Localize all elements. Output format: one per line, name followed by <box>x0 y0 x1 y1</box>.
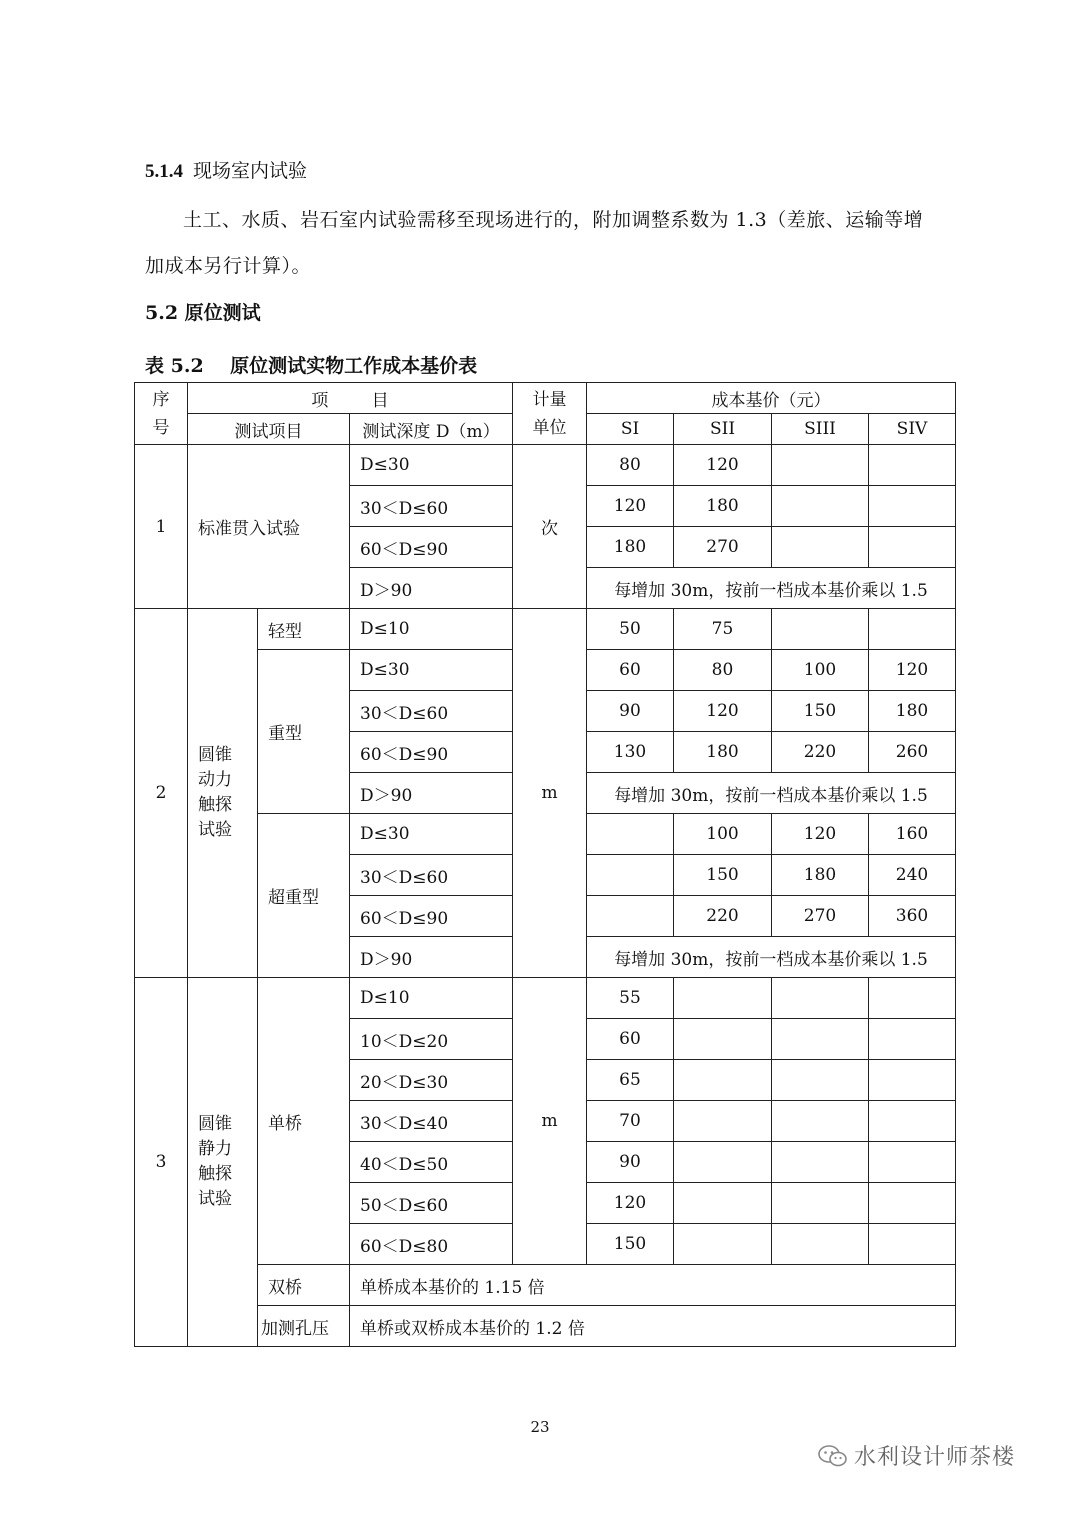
depth-cell: 10＜D≤20 <box>350 1019 513 1060</box>
price-cell <box>674 978 772 1019</box>
price-cell: 260 <box>869 732 956 773</box>
page-number: 23 <box>530 1418 550 1436</box>
subtype-cell: 重型 <box>258 650 350 814</box>
depth-cell: D＞90 <box>350 937 513 978</box>
section-5-1-4-heading <box>145 156 307 183</box>
depth-cell: 60＜D≤80 <box>350 1224 513 1265</box>
price-cell <box>772 527 869 568</box>
price-cell: 75 <box>674 609 772 650</box>
price-cell <box>674 1224 772 1265</box>
price-cell <box>772 1183 869 1224</box>
table-row <box>135 1306 956 1347</box>
depth-cell: 50＜D≤60 <box>350 1183 513 1224</box>
table-row <box>135 445 956 486</box>
price-cell <box>772 609 869 650</box>
price-cell <box>772 978 869 1019</box>
header-test-item: 测试项目 <box>188 414 350 445</box>
header-s1: SI <box>587 414 674 445</box>
price-cell <box>674 1101 772 1142</box>
unit-cell: m <box>513 609 587 978</box>
depth-cell: D≤10 <box>350 609 513 650</box>
depth-cell: 40＜D≤50 <box>350 1142 513 1183</box>
price-cell: 130 <box>587 732 674 773</box>
depth-cell: 30＜D≤60 <box>350 486 513 527</box>
price-cell <box>869 1019 956 1060</box>
header-depth: 测试深度 D（m） <box>350 414 513 445</box>
note-cell: 单桥成本基价的 1.15 倍 <box>350 1265 956 1306</box>
test-name-cell: 标准贯入试验 <box>188 445 350 609</box>
price-cell: 180 <box>674 486 772 527</box>
price-cell <box>869 527 956 568</box>
depth-cell: D＞90 <box>350 773 513 814</box>
price-cell <box>587 855 674 896</box>
price-cell <box>772 445 869 486</box>
price-cell <box>772 1224 869 1265</box>
price-cell: 90 <box>587 1142 674 1183</box>
wechat-icon <box>818 1445 848 1467</box>
price-cell: 60 <box>587 1019 674 1060</box>
price-cell: 150 <box>587 1224 674 1265</box>
depth-cell: 30＜D≤60 <box>350 691 513 732</box>
unit-cell: m <box>513 978 587 1265</box>
price-cell: 180 <box>772 855 869 896</box>
price-cell: 50 <box>587 609 674 650</box>
header-row-1 <box>135 383 956 414</box>
header-s3: SIII <box>772 414 869 445</box>
price-cell: 180 <box>674 732 772 773</box>
header-s2: SII <box>674 414 772 445</box>
seq-cell: 1 <box>135 445 188 609</box>
price-cell: 220 <box>772 732 869 773</box>
price-cell: 90 <box>587 691 674 732</box>
price-cell: 360 <box>869 896 956 937</box>
note-cell: 每增加 30m，按前一档成本基价乘以 1.5 <box>587 568 956 609</box>
seq-cell: 3 <box>135 978 188 1347</box>
price-cell <box>587 814 674 855</box>
price-cell <box>869 445 956 486</box>
test-name-cell: 圆锥动力触探试验 <box>188 609 258 978</box>
price-cell: 100 <box>674 814 772 855</box>
price-cell: 160 <box>869 814 956 855</box>
price-cell <box>869 1060 956 1101</box>
table-caption: 表 5.2 原位测试实物工作成本基价表 <box>145 355 478 377</box>
price-cell: 65 <box>587 1060 674 1101</box>
table-row <box>135 1265 956 1306</box>
price-cell: 120 <box>587 1183 674 1224</box>
seq-cell: 2 <box>135 609 188 978</box>
price-cell: 120 <box>587 486 674 527</box>
depth-cell: D≤30 <box>350 814 513 855</box>
price-cell: 220 <box>674 896 772 937</box>
price-cell: 70 <box>587 1101 674 1142</box>
section-5-2-heading: 5.2 原位测试 <box>145 302 261 324</box>
depth-cell: 60＜D≤90 <box>350 527 513 568</box>
section-title: 现场室内试验 <box>193 160 308 182</box>
table-row <box>135 978 956 1019</box>
depth-cell: 60＜D≤90 <box>350 896 513 937</box>
price-cell: 120 <box>772 814 869 855</box>
section-number: 5.1.4 <box>145 161 183 182</box>
price-cell <box>869 1224 956 1265</box>
price-cell: 80 <box>674 650 772 691</box>
price-cell <box>772 1019 869 1060</box>
price-cell: 100 <box>772 650 869 691</box>
header-seq: 序号 <box>135 383 188 445</box>
subtype-cell: 加测孔压 <box>258 1306 350 1347</box>
price-cell: 270 <box>772 896 869 937</box>
depth-cell: 30＜D≤60 <box>350 855 513 896</box>
price-cell <box>869 1142 956 1183</box>
table-row <box>135 609 956 650</box>
subtype-cell: 超重型 <box>258 814 350 978</box>
price-cell <box>772 1060 869 1101</box>
price-cell: 150 <box>772 691 869 732</box>
subtype-cell: 轻型 <box>258 609 350 650</box>
price-cell <box>674 1183 772 1224</box>
price-cell <box>869 1101 956 1142</box>
price-cell <box>869 486 956 527</box>
price-cell <box>587 896 674 937</box>
price-cell: 180 <box>869 691 956 732</box>
subtype-cell: 双桥 <box>258 1265 350 1306</box>
depth-cell: D≤10 <box>350 978 513 1019</box>
depth-cell: 60＜D≤90 <box>350 732 513 773</box>
price-cell <box>674 1142 772 1183</box>
price-cell: 55 <box>587 978 674 1019</box>
price-cell: 150 <box>674 855 772 896</box>
price-cell <box>674 1019 772 1060</box>
price-cell: 120 <box>869 650 956 691</box>
note-cell: 每增加 30m，按前一档成本基价乘以 1.5 <box>587 773 956 814</box>
price-cell: 180 <box>587 527 674 568</box>
depth-cell: D＞90 <box>350 568 513 609</box>
cost-table <box>134 382 956 1347</box>
unit-cell: 次 <box>513 445 587 609</box>
test-name-cell: 圆锥静力触探试验 <box>188 978 258 1347</box>
price-cell: 80 <box>587 445 674 486</box>
note-cell: 单桥或双桥成本基价的 1.2 倍 <box>350 1306 956 1347</box>
price-cell: 270 <box>674 527 772 568</box>
depth-cell: 20＜D≤30 <box>350 1060 513 1101</box>
price-cell <box>869 978 956 1019</box>
price-cell <box>869 1183 956 1224</box>
price-cell: 240 <box>869 855 956 896</box>
price-cell <box>869 609 956 650</box>
header-s4: SIV <box>869 414 956 445</box>
subtype-cell: 单桥 <box>258 978 350 1265</box>
price-cell: 60 <box>587 650 674 691</box>
depth-cell: 30＜D≤40 <box>350 1101 513 1142</box>
depth-cell: D≤30 <box>350 445 513 486</box>
watermark-text: 水利设计师茶楼 <box>854 1445 1016 1470</box>
price-cell <box>772 1142 869 1183</box>
body-paragraph: 土工、水质、岩石室内试验需移至现场进行的，附加调整系数为 1.3（差旅、运输等增加成本另行计算）。 <box>145 209 924 277</box>
header-price: 成本基价（元） <box>587 383 956 414</box>
price-cell <box>772 1101 869 1142</box>
price-cell <box>772 486 869 527</box>
header-item: 项 目 <box>188 383 513 414</box>
depth-cell: D≤30 <box>350 650 513 691</box>
note-cell: 每增加 30m，按前一档成本基价乘以 1.5 <box>587 937 956 978</box>
price-cell: 120 <box>674 445 772 486</box>
watermark <box>818 1440 1015 1471</box>
price-cell <box>674 1060 772 1101</box>
price-cell: 120 <box>674 691 772 732</box>
header-unit: 计量单位 <box>513 383 587 445</box>
